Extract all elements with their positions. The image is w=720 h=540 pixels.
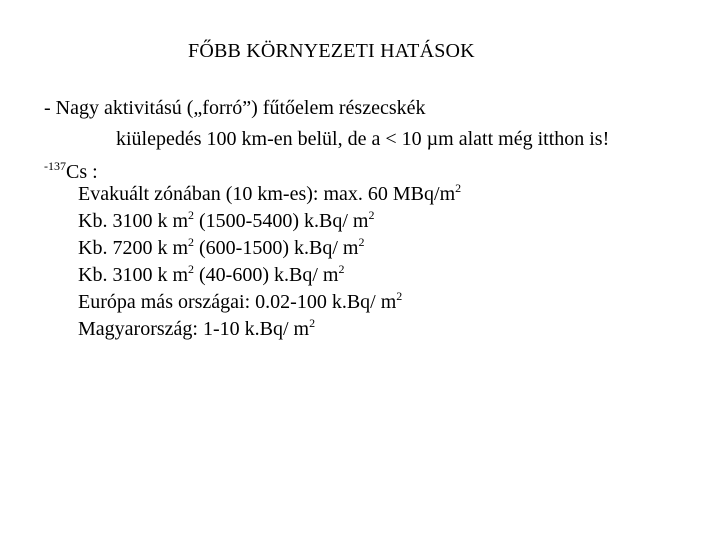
isotope-mass-number: -137 bbox=[44, 159, 66, 173]
item-sup: 2 bbox=[188, 208, 194, 222]
item-sup: 2 bbox=[188, 235, 194, 249]
intro-line-1: - Nagy aktivitású („forró”) fűtőelem részecskék bbox=[44, 97, 426, 119]
intro-line-2: kiülepedés 100 km-en belül, de a < 10 µm alatt még itthon is! bbox=[116, 128, 610, 150]
list-item bbox=[78, 181, 461, 208]
item-sup: 2 bbox=[396, 289, 403, 303]
list-item bbox=[78, 289, 461, 316]
item-sup: 2 bbox=[188, 262, 194, 276]
item-sup: 2 bbox=[358, 235, 365, 249]
item-text: Evakuált zónában (10 km-es): max. 60 MBq/m bbox=[78, 183, 456, 205]
isotope-heading bbox=[44, 154, 98, 184]
item-text: Kb. 7200 k m bbox=[78, 237, 188, 259]
item-text: Európa más országai: 0.02-100 k.Bq/ m bbox=[78, 291, 397, 313]
item-tail: (40-600) k.Bq/ m bbox=[194, 264, 339, 286]
list-item bbox=[78, 316, 461, 343]
item-text: Kb. 3100 k m bbox=[78, 210, 188, 232]
item-sup: 2 bbox=[309, 316, 316, 330]
list-item bbox=[78, 262, 461, 289]
list-item bbox=[78, 235, 461, 262]
item-tail: (600-1500) k.Bq/ m bbox=[194, 237, 359, 259]
item-sup: 2 bbox=[338, 262, 345, 276]
item-tail: (1500-5400) k.Bq/ m bbox=[194, 210, 369, 232]
list-item bbox=[78, 208, 461, 235]
slide-title: FŐBB KÖRNYEZETI HATÁSOK bbox=[188, 40, 475, 62]
isotope-label: Cs : bbox=[66, 161, 98, 183]
item-text: Magyarország: 1-10 k.Bq/ m bbox=[78, 318, 310, 340]
deposition-list bbox=[78, 181, 461, 343]
item-sup: 2 bbox=[368, 208, 375, 222]
item-text: Kb. 3100 k m bbox=[78, 264, 188, 286]
item-sup: 2 bbox=[455, 181, 462, 195]
